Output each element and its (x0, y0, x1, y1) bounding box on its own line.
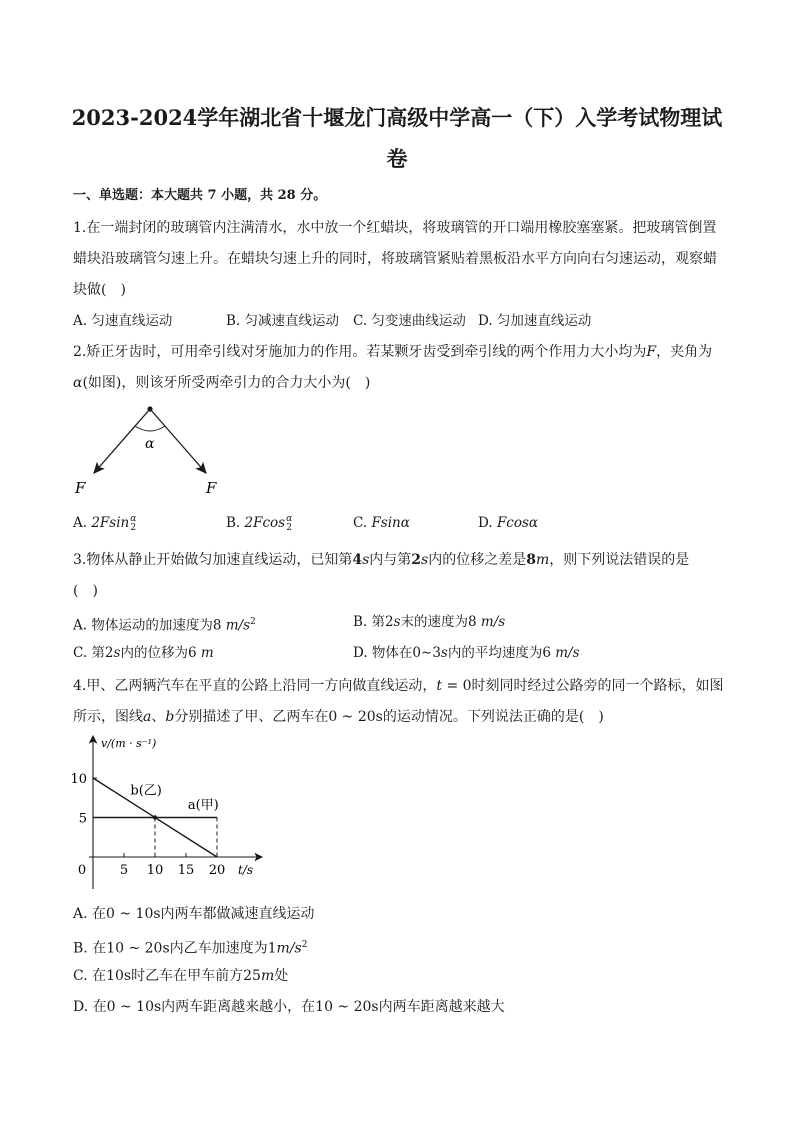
angle-label: α (145, 436, 155, 452)
q2-option-b: B. 2Fcos α 2 (226, 513, 293, 533)
tooth-point (147, 406, 152, 411)
series-label-a: a(甲) (187, 797, 219, 813)
y-tick-label: 10 (70, 772, 87, 787)
section-heading: 一、单选题：本大题共 7 小题，共 28 分。 (73, 188, 327, 203)
q2-option-d: D. Fcosα (478, 515, 539, 531)
q1-option-c: C. 匀变速曲线运动 (353, 313, 466, 329)
q4-text-line-2: 所示，图线a、b分别描述了甲、乙两车在0 ~ 20s的运动情况。下列说法正确的是( ) (73, 709, 604, 725)
q3-option-d: D. 物体在0∼3s内的平均速度为6 m/s (353, 645, 580, 661)
q1-text-line-1: 1.在一端封闭的玻璃管内注满清水，水中放一个红蜡块，将玻璃管的开口端用橡胶塞塞紧。把玻璃管倒置 (73, 220, 717, 236)
q4-option-a: A. 在0 ~ 10s内两车都做减速直线运动 (73, 906, 315, 922)
q4-text-line-1: 4.甲、乙两辆汽车在平直的公路上沿同一方向做直线运动，t = 0时刻同时经过公路旁的同一个路标，如图 (73, 678, 724, 694)
x-tick-label: 10 (146, 863, 164, 878)
y-tick-label: 5 (78, 811, 87, 827)
y-axis-label: v/(m · s⁻¹) (101, 737, 157, 750)
x-tick-label: 0 (77, 863, 87, 878)
q2-option-c: C. Fsinα (353, 515, 410, 531)
force-diagram (70, 400, 230, 500)
q3-text-line-1: 3.物体从静止开始做匀加速直线运动，已知第4s内与第2s内的位移之差是8m，则下列说法错误的是 (73, 552, 690, 568)
q1-text-line-3: 块做( ) (73, 282, 126, 298)
q2-option-a: A. 2Fsin α 2 (73, 513, 137, 533)
q1-option-d: D. 匀加速直线运动 (478, 313, 592, 329)
force-arrow-left (94, 409, 150, 473)
page-title-continuation: 卷 (386, 146, 408, 171)
force-label-right: F (206, 479, 217, 497)
q1-option-a: A. 匀速直线运动 (73, 313, 173, 329)
q1-text-line-2: 蜡块沿玻璃管匀速上升。在蜡块匀速上升的同时，将玻璃管紧贴着黑板沿水平方向向右匀速运动，观察蜡 (73, 251, 717, 267)
q4-option-b: B. 在10 ~ 20s内乙车加速度为$1m/s^2$ (73, 940, 308, 957)
series-label-b: b(乙) (130, 783, 162, 799)
x-tick-label: 15 (177, 863, 195, 878)
q3-text-line-2: ( ) (73, 583, 98, 599)
velocity-time-chart (60, 730, 280, 895)
x-tick-label: 5 (119, 863, 129, 878)
x-axis-label: t/s (238, 863, 254, 877)
q2-text-line-1: 2.矫正牙齿时，可用牵引线对牙施加力的作用。若某颗牙齿受到牵引线的两个作用力大小均为F，夹角为 (73, 344, 713, 360)
q3-option-c: C. 第2s内的位移为6 m (73, 645, 214, 661)
q4-option-c: C. 在10s时乙车在甲车前方25m处 (73, 968, 289, 984)
q3-option-b: B. 第2s末的速度为8 m/s (353, 614, 506, 630)
q1-option-b: B. 匀减速直线运动 (226, 313, 340, 329)
page-title: 2023-2024学年湖北省十堰龙门高级中学高一（下）入学考试物理试 (71, 105, 723, 130)
force-arrow-right (150, 409, 206, 473)
angle-arc (135, 426, 165, 431)
q3-option-a: A. 物体运动的加速度为8 $m/s^2$ (73, 617, 256, 634)
force-label-left: F (75, 479, 86, 497)
q2-text-line-2: α(如图)，则该牙所受两牵引力的合力大小为( ) (73, 375, 371, 391)
x-tick-label: 20 (208, 863, 226, 878)
intersection-point (153, 815, 157, 819)
q4-option-d: D. 在0 ~ 10s内两车距离越来越小，在10 ~ 20s内两车距离越来越大 (73, 999, 505, 1015)
